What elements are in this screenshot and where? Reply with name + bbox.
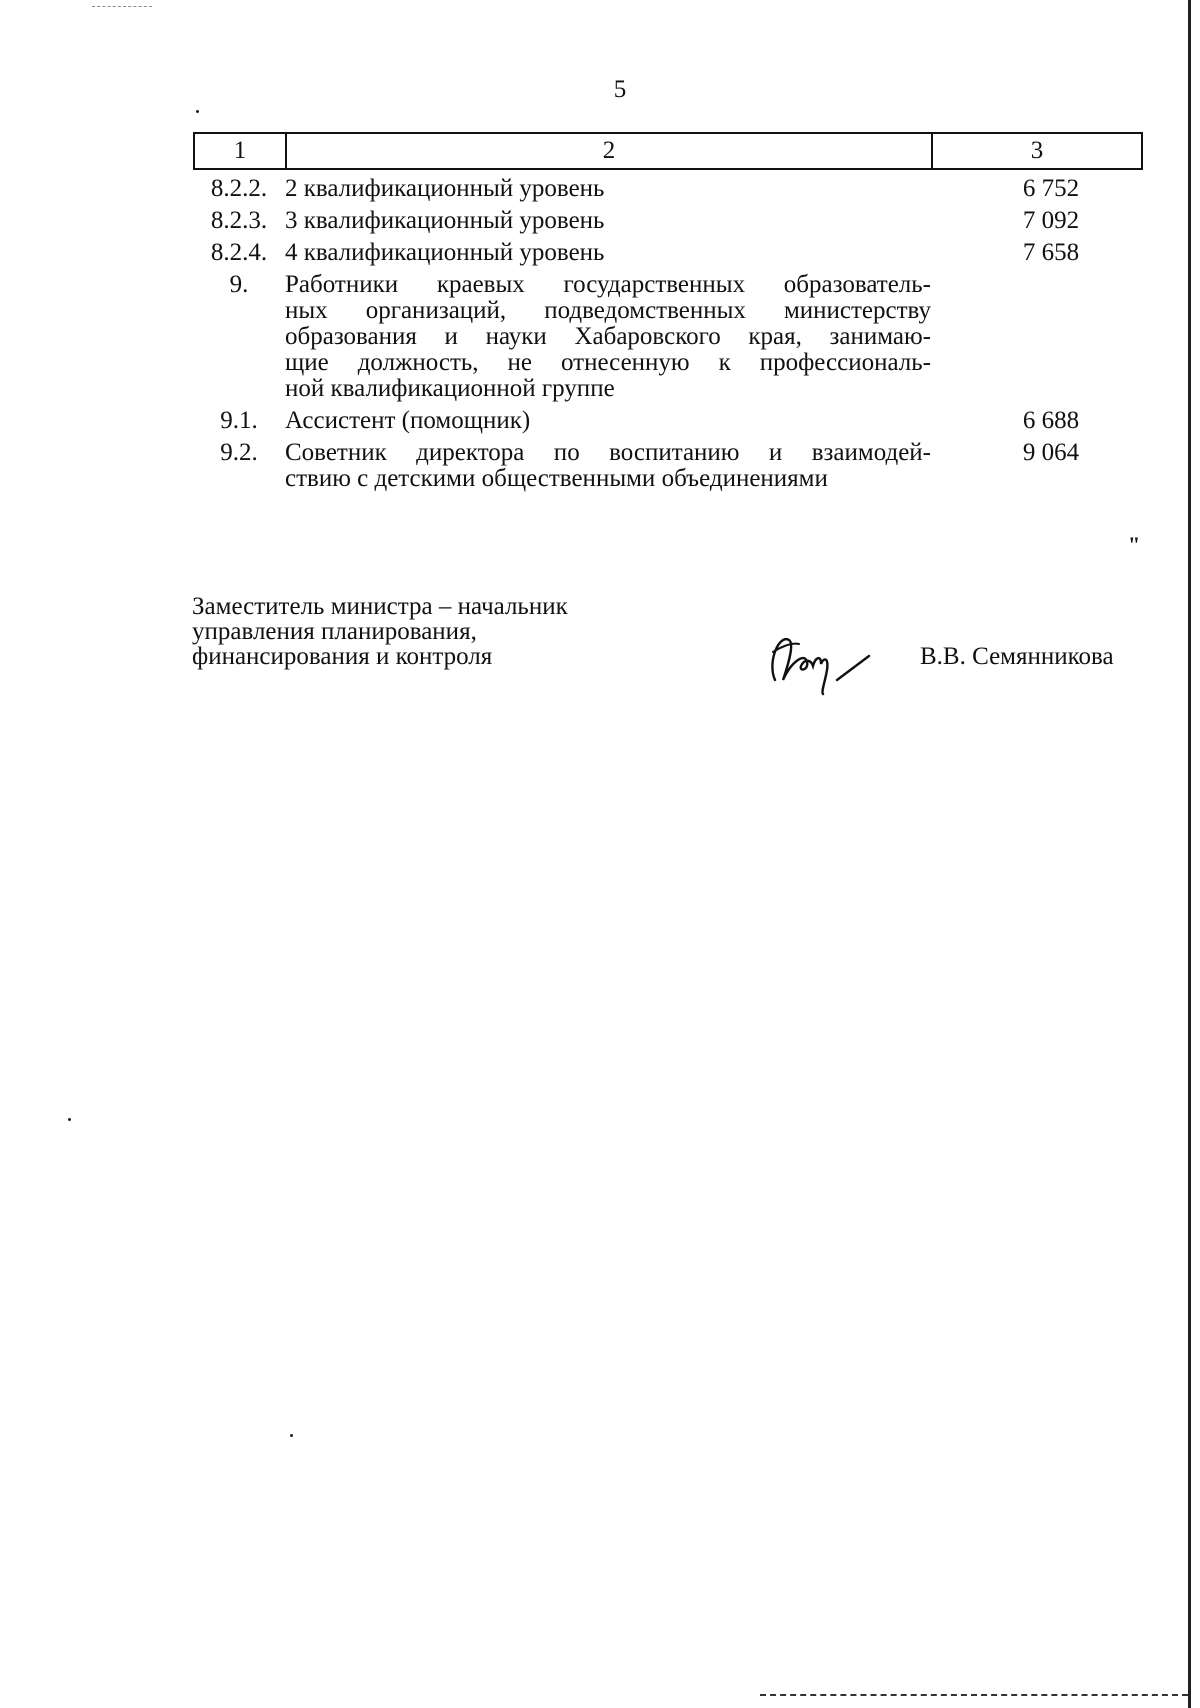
- signatory-position: [192, 594, 568, 669]
- position-line: управления планирования,: [192, 618, 477, 645]
- row-number: 9.: [229, 271, 249, 298]
- row-value: [931, 272, 1143, 402]
- row-description: [285, 272, 931, 402]
- table-header-row: [193, 132, 1143, 170]
- scan-mark-top: [92, 6, 152, 7]
- row-number: 8.2.2.: [210, 175, 268, 202]
- table-row: [193, 240, 1143, 266]
- scan-speck: [196, 110, 199, 113]
- scan-edge-right: [1188, 0, 1191, 1708]
- row-description: [285, 240, 931, 266]
- description-line: 4 квалификационный уровень: [285, 239, 605, 266]
- position-line: финансирования и контроля: [192, 643, 493, 670]
- salary-table: [193, 132, 1143, 492]
- table-row: [193, 408, 1143, 434]
- row-value: 6 688: [1022, 407, 1080, 434]
- page-number: 5: [613, 76, 627, 103]
- description-line: 2 квалификационный уровень: [285, 175, 605, 202]
- description-line: 3 квалификационный уровень: [285, 207, 605, 234]
- description-line: Ассистент (помощник): [285, 407, 531, 434]
- signature-stroke: [837, 656, 869, 680]
- row-value: 7 658: [1022, 239, 1080, 266]
- column-header-3: 3: [1030, 137, 1044, 164]
- scan-edge-bottom: [760, 1694, 1188, 1696]
- row-number: 8.2.3.: [210, 207, 268, 234]
- position-line: Заместитель министра – начальник: [192, 593, 568, 620]
- description-line: Работники краевых государственных образователь-: [285, 271, 931, 298]
- row-description: [285, 440, 931, 492]
- row-description: [285, 208, 931, 234]
- row-description: [285, 176, 931, 202]
- row-number: 9.1.: [220, 407, 258, 434]
- closing-quote: ": [1128, 532, 1141, 557]
- row-value: 6 752: [1022, 175, 1080, 202]
- row-number: 9.2.: [220, 439, 258, 466]
- table-row: [193, 440, 1143, 492]
- table-body: [193, 176, 1143, 492]
- scan-speck: [290, 1434, 293, 1437]
- table-row: [193, 272, 1143, 402]
- description-line: Советник директора по воспитанию и взаимодей-: [285, 439, 931, 466]
- row-number: 8.2.4.: [210, 239, 268, 266]
- description-line: ствию с детскими общественными объединениями: [285, 465, 828, 492]
- table-row: [193, 208, 1143, 234]
- scan-speck: [68, 1118, 71, 1121]
- row-value: 7 092: [1022, 207, 1080, 234]
- description-line: щие должность, не отнесенную к профессиональ-: [285, 349, 931, 376]
- handwritten-signature: [765, 622, 875, 696]
- row-description: [285, 408, 931, 434]
- description-line: ных организаций, подведомственных министерству: [285, 297, 931, 324]
- signatory-name: В.В. Семянникова: [920, 643, 1114, 670]
- row-value: 9 064: [1022, 439, 1080, 466]
- table-row: [193, 176, 1143, 202]
- column-header-1: 1: [195, 134, 287, 168]
- description-line: образования и науки Хабаровского края, занимаю-: [285, 323, 931, 350]
- column-header-2: 2: [287, 134, 933, 168]
- description-line: ной квалификационной группе: [285, 375, 615, 402]
